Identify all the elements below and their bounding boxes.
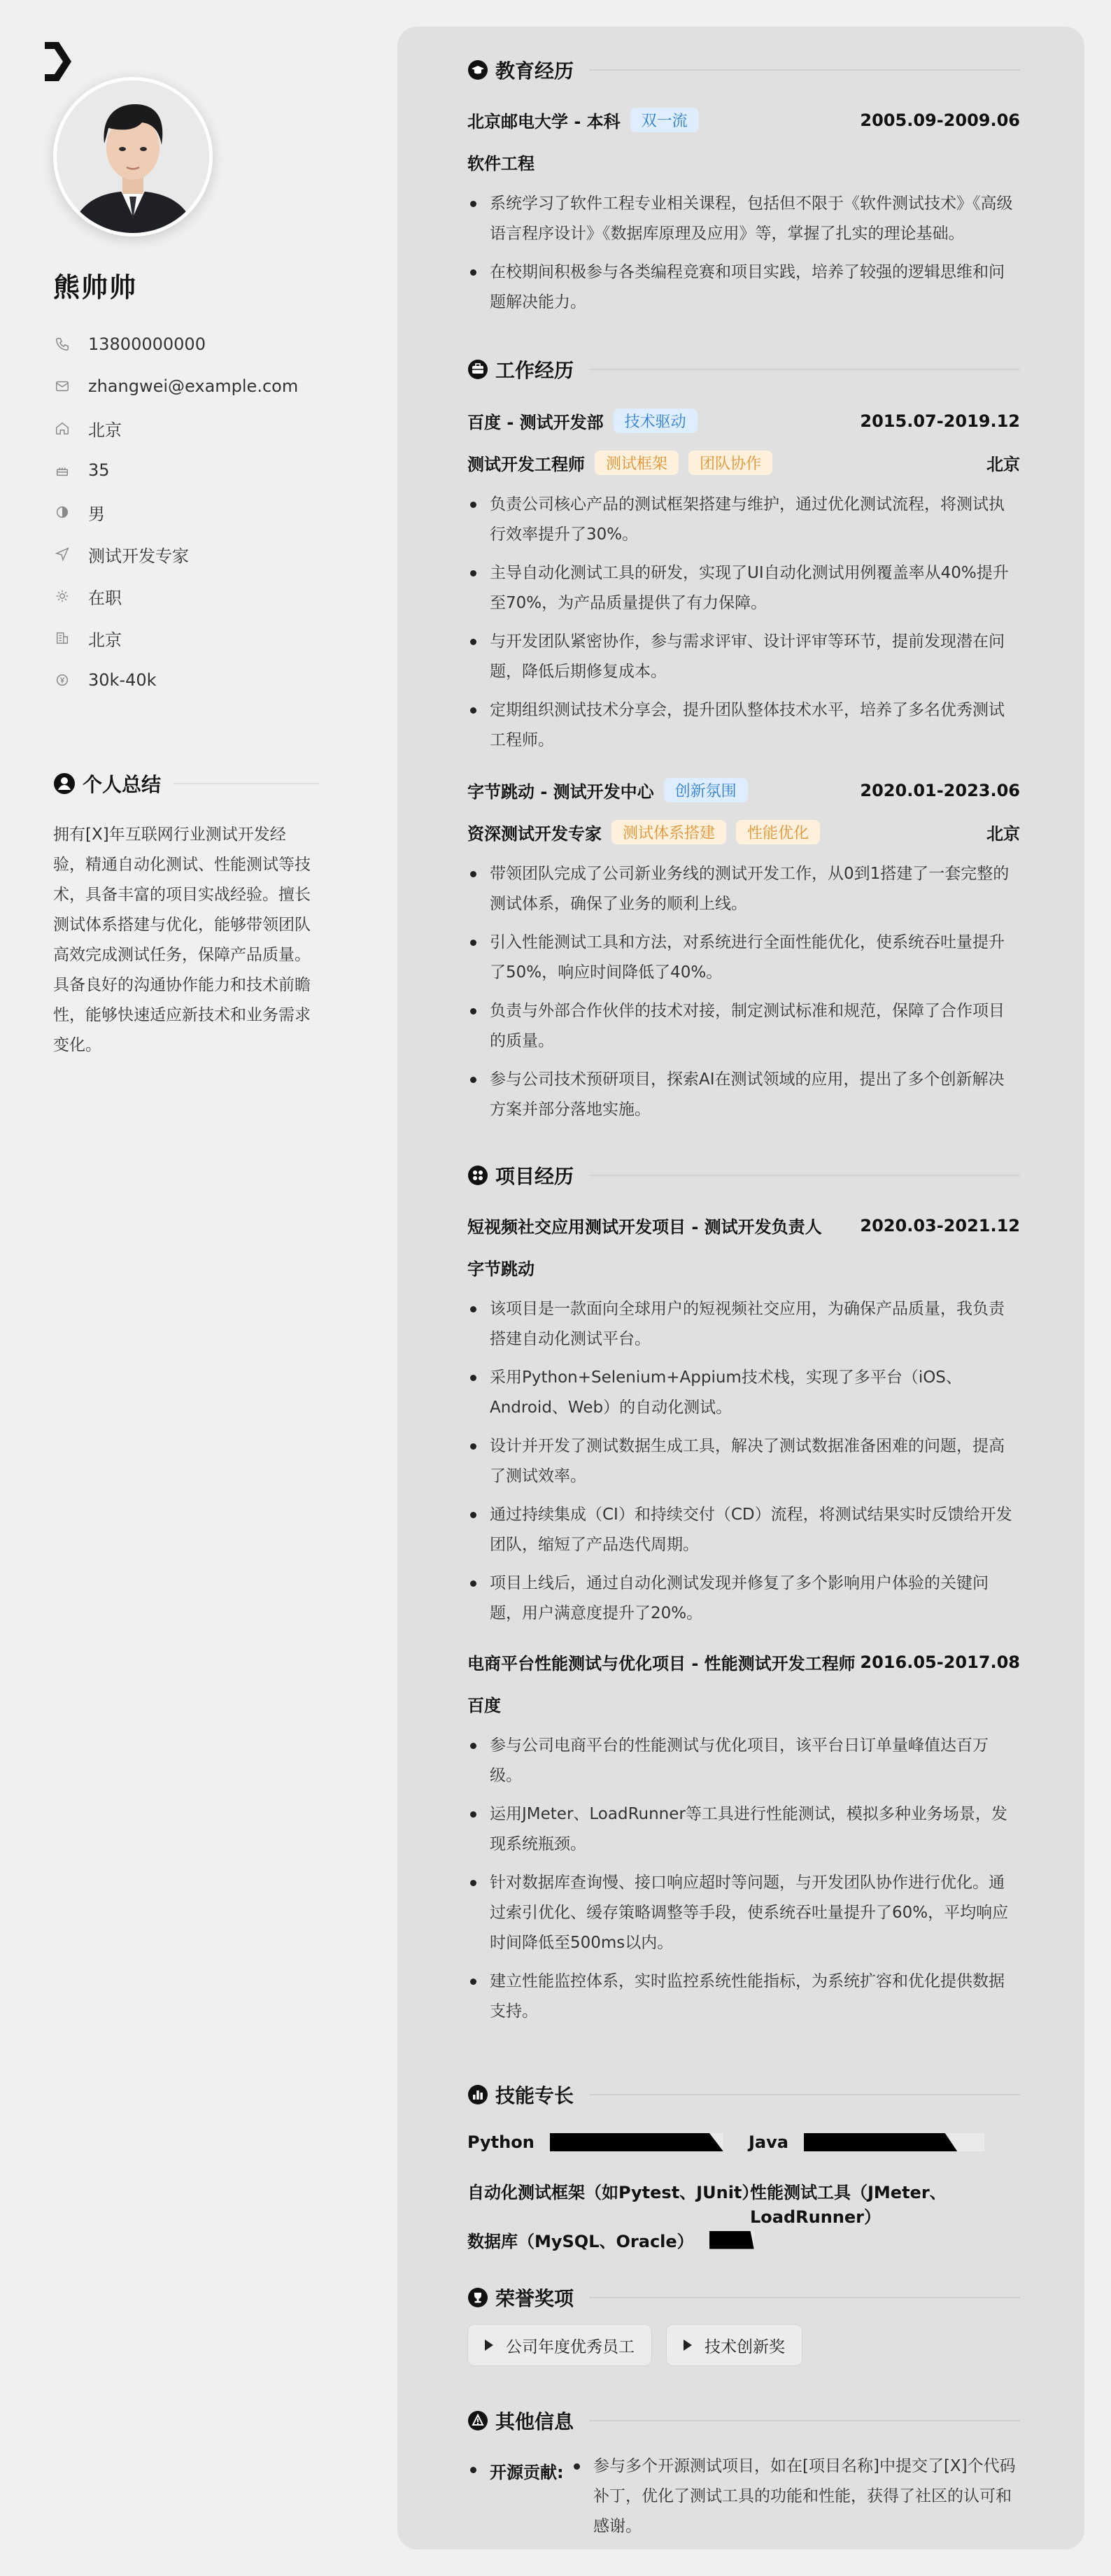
mail-icon (53, 377, 71, 395)
project-2-company: 百度 (467, 1696, 501, 1715)
info-badge-icon (467, 2410, 488, 2431)
job-2-company-tag: 创新氛围 (664, 778, 748, 802)
skill-database (467, 2228, 754, 2252)
home-icon (53, 419, 71, 437)
job-2-role: 资深测试开发专家 (467, 824, 602, 844)
education-date: 2005.09-2009.06 (860, 110, 1020, 130)
summary-text: 拥有[X]年互联网行业测试开发经验，精通自动化测试、性能测试等技术，具备丰富的项目实战经验。擅长测试体系搭建与优化，能够带领团队高效完成测试任务，保障产品质量。 具备良好的沟通协作能力和技术前瞻性，能够快速适应新技术和业务需求变化。 (53, 826, 311, 1054)
award-label: 技术创新奖 (705, 2337, 785, 2356)
list-item: 采用Python+Selenium+Appium技术栈，实现了多平台（iOS、Android、Web）的自动化测试。 (467, 1363, 1020, 1423)
trophy-icon (467, 2287, 488, 2308)
school-tag: 双一流 (630, 108, 699, 132)
status-value: 在职 (88, 588, 122, 608)
skill-label: Python (467, 2132, 535, 2152)
project-1-date: 2020.03-2021.12 (860, 1215, 1020, 1236)
skills-title: 技能专长 (495, 2084, 574, 2107)
list-item: 项目上线后，通过自动化测试发现并修复了多个影响用户体验的关键问题，用户满意度提升了20%。 (467, 1569, 1020, 1629)
job-2-bullets (467, 859, 1020, 1133)
skills-header (467, 2081, 1020, 2109)
job-1-role-tag: 测试框架 (595, 451, 679, 475)
project-1-bullets (467, 1294, 1020, 1637)
building-icon (53, 629, 71, 647)
education-row (467, 108, 1020, 132)
awards-divider (589, 2297, 1020, 2298)
list-item: 针对数据库查询慢、接口响应超时等问题，与开发团队协作进行优化。通过索引优化、缓存策略调整等手段，使系统吞吐量提升了60%，平均响应时间降低至500ms以内。 (467, 1868, 1020, 1958)
list-item: 设计并开发了测试数据生成工具，解决了测试数据准备困难的问题，提高了测试效率。 (467, 1431, 1020, 1492)
resume-main-panel (397, 27, 1084, 2549)
grid-icon (467, 1165, 488, 1186)
job-1-role: 测试开发工程师 (467, 455, 585, 474)
email-value: zhangwei@example.com (88, 376, 299, 396)
list-item: 通过持续集成（CI）和持续交付（CD）流程，将测试结果实时反馈给开发团队，缩短了产品迭代周期。 (467, 1500, 1020, 1560)
list-item: 主导自动化测试工具的研发，实现了UI自动化测试用例覆盖率从40%提升至70%，为产品质量提供了有力保障。 (467, 558, 1020, 618)
profile-name: 熊帅帅 (53, 272, 138, 303)
summary-divider (174, 783, 319, 784)
sidebar (0, 0, 397, 2576)
job-1-company-tag: 技术驱动 (614, 409, 698, 433)
project-1-company: 字节跳动 (467, 1259, 535, 1279)
briefcase-icon (467, 359, 488, 380)
position-value: 测试开发专家 (88, 546, 189, 566)
gear-icon (53, 587, 71, 605)
skill-bar-fill (709, 2231, 754, 2249)
info-age (53, 449, 298, 491)
info-position (53, 533, 298, 575)
project-2-bullets (467, 1731, 1020, 2035)
summary-header (53, 770, 319, 798)
user-circle-icon (53, 772, 76, 795)
project-2-name: 电商平台性能测试与优化项目 - 性能测试开发工程师 (467, 1654, 856, 1673)
job-1-role-tag: 团队协作 (688, 451, 772, 475)
major: 软件工程 (467, 154, 535, 174)
list-item: 在校期间积极参与各类编程竞赛和项目实践，培养了较强的逻辑思维和问题解决能力。 (467, 257, 1020, 318)
job-2-role-tag: 性能优化 (736, 820, 820, 844)
list-item: 系统学习了软件工程专业相关课程，包括但不限于《软件测试技术》《高级语言程序设计》《数据库原理及应用》等，掌握了扎实的理论基础。 (467, 189, 1020, 249)
list-item: 参与多个开源测试项目，如在[项目名称]中提交了[X]个代码补丁，优化了测试工具的功能和性能，获得了社区的认可和感谢。 (571, 2451, 1020, 2542)
list-item: 引入性能测试工具和方法，对系统进行全面性能优化，使系统吞吐量提升了50%，响应时间降低了40%。 (467, 928, 1020, 988)
job-1-bullets (467, 490, 1020, 764)
work-title: 工作经历 (495, 359, 574, 382)
list-item: 运用JMeter、LoadRunner等工具进行性能测试，模拟多种业务场景，发现系统瓶颈。 (467, 1799, 1020, 1860)
logo-icon (43, 41, 73, 83)
list-item: 参与公司电商平台的性能测试与优化项目，该平台日订单量峰值达百万级。 (467, 1731, 1020, 1791)
summary-title: 个人总结 (83, 773, 162, 796)
work-header (467, 355, 1020, 383)
send-icon (53, 545, 71, 563)
award-chip (467, 2324, 652, 2366)
award-label: 公司年度优秀员工 (506, 2337, 635, 2356)
phone-icon (53, 335, 71, 353)
list-item: 该项目是一款面向全球用户的短视频社交应用，为确保产品质量，我负责搭建自动化测试平台。 (467, 1294, 1020, 1354)
projects-title: 项目经历 (495, 1165, 574, 1188)
chart-bar-icon (467, 2084, 488, 2105)
list-item: 参与公司技术预研项目，探索AI在测试领域的应用，提出了多个创新解决方案并部分落地实施。 (467, 1065, 1020, 1125)
cake-icon (53, 461, 71, 479)
job-1-location: 北京 (986, 455, 1020, 474)
skills-divider (589, 2094, 1020, 2095)
projects-divider (589, 1175, 1020, 1176)
info-city (53, 407, 298, 449)
skill-bar (804, 2133, 984, 2151)
skill-label: Java (749, 2132, 788, 2152)
education-title: 教育经历 (495, 59, 574, 83)
work-city-value: 北京 (88, 630, 122, 650)
job-2-location: 北京 (986, 824, 1020, 844)
contact-info-list (53, 323, 298, 701)
awards-header (467, 2284, 1020, 2312)
skill-bar-fill (804, 2133, 957, 2151)
job-2-date: 2020.01-2023.06 (860, 780, 1020, 800)
list-item: 负责公司核心产品的测试框架搭建与维护，通过优化测试流程，将测试执行效率提升了30%。 (467, 490, 1020, 550)
project-1-name: 短视频社交应用测试开发项目 - 测试开发负责人 (467, 1217, 822, 1237)
other-title: 其他信息 (495, 2410, 574, 2433)
skill-label: 数据库（MySQL、Oracle） (467, 2232, 694, 2251)
play-icon (684, 2340, 692, 2351)
project-2-date: 2016.05-2017.08 (860, 1652, 1020, 1672)
skill-label: 性能测试工具（JMeter、LoadRunner） (750, 2183, 947, 2227)
skill-bar (709, 2231, 754, 2249)
salary-value: 30k-40k (88, 670, 157, 690)
project-2-header (467, 1650, 1020, 1674)
education-divider (589, 69, 1020, 71)
list-item: 与开发团队紧密协作，参与需求评审、设计评审等环节，提前发现潜在问题，降低后期修复成本。 (467, 627, 1020, 687)
info-email (53, 365, 298, 407)
list-item: 建立性能监控体系，实时监控系统性能指标，为系统扩容和优化提供数据支持。 (467, 1967, 1020, 2027)
job-2-header (467, 778, 1020, 802)
job-2-role-row (467, 820, 1020, 844)
job-1-role-row (467, 451, 1020, 475)
job-1-company: 百度 - 测试开发部 (467, 413, 604, 432)
money-icon (53, 671, 71, 689)
awards-title: 荣誉奖项 (495, 2287, 574, 2310)
skill-autotest-framework (467, 2179, 758, 2203)
skill-bar-fill (550, 2133, 723, 2151)
skill-label: 自动化测试框架（如Pytest、JUnit） (467, 2183, 759, 2202)
info-phone (53, 323, 298, 365)
education-bullets (467, 189, 1020, 326)
other-label: 开源贡献: (467, 2458, 564, 2483)
graduation-cap-icon (467, 59, 488, 80)
list-item: 带领团队完成了公司新业务线的测试开发工作，从0到1搭建了一套完整的测试体系，确保了业务的顺利上线。 (467, 859, 1020, 919)
gender-icon (53, 503, 71, 521)
job-1-date: 2015.07-2019.12 (860, 411, 1020, 431)
list-item: 负责与外部合作伙伴的技术对接，制定测试标准和规范，保障了合作项目的质量。 (467, 996, 1020, 1056)
phone-value: 13800000000 (88, 334, 206, 354)
skill-python (467, 2132, 723, 2152)
work-divider (589, 369, 1020, 370)
info-work-city (53, 617, 298, 659)
major-row (467, 150, 1020, 174)
job-2-role-tag: 测试体系搭建 (611, 820, 726, 844)
job-2-company: 字节跳动 - 测试开发中心 (467, 782, 654, 802)
education-header (467, 56, 1020, 84)
skill-bar (550, 2133, 723, 2151)
project-1-header (467, 1213, 1020, 1238)
other-header (467, 2407, 1020, 2435)
project-1-company-row (467, 1255, 1020, 1280)
info-gender (53, 491, 298, 533)
play-icon (485, 2340, 493, 2351)
age-value: 35 (88, 460, 110, 480)
skill-perf-tools (750, 2179, 1020, 2228)
award-chip (666, 2324, 802, 2366)
gender-value: 男 (88, 504, 105, 524)
list-item: 定期组织测试技术分享会，提升团队整体技术水平，培养了多名优秀测试工程师。 (467, 695, 1020, 756)
skill-java (749, 2132, 984, 2152)
school-name: 北京邮电大学 - 本科 (467, 112, 621, 132)
info-salary (53, 659, 298, 701)
job-1-header (467, 409, 1020, 433)
projects-header (467, 1161, 1020, 1189)
avatar (53, 77, 213, 236)
city-value: 北京 (88, 420, 122, 440)
other-divider (589, 2420, 1020, 2421)
other-bullets (571, 2451, 1020, 2550)
info-status (53, 575, 298, 617)
project-2-company-row (467, 1692, 1020, 1716)
